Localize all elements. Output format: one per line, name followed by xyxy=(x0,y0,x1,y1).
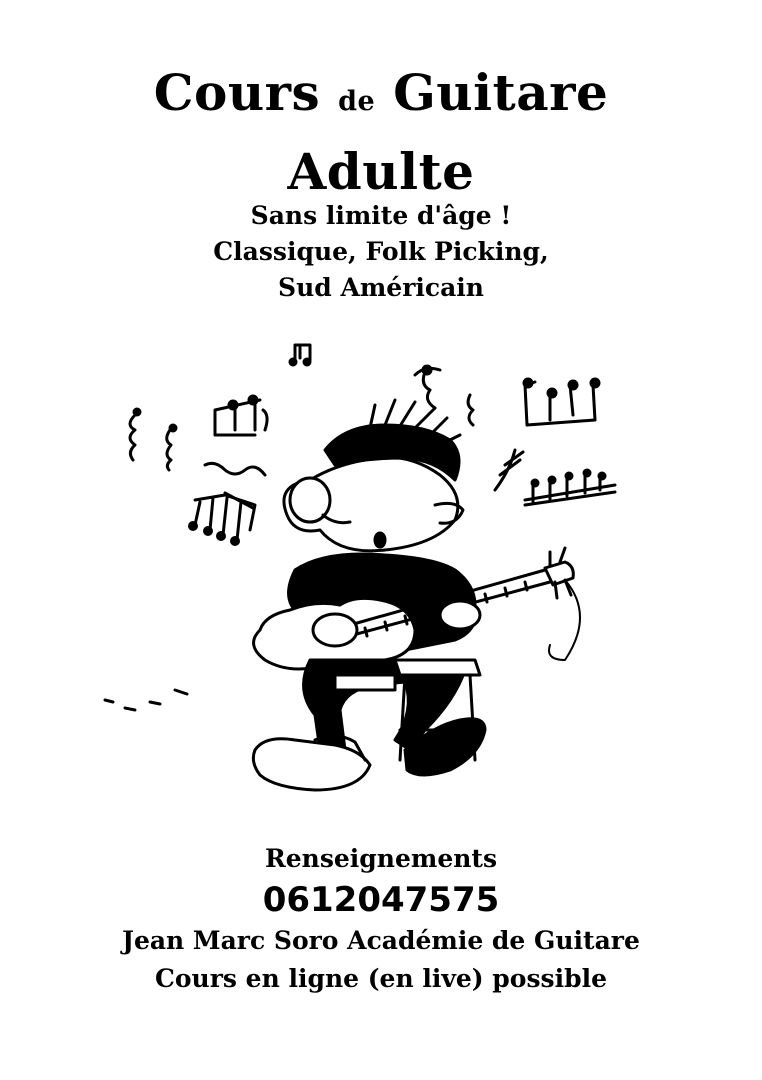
music-note-icon xyxy=(495,450,523,490)
subtitle-line-1: Sans limite d'âge ! xyxy=(250,201,512,230)
academy-name: Jean Marc Soro Académie de Guitare xyxy=(122,926,640,955)
music-note-icon xyxy=(130,409,140,460)
subtitle-line-3: Sud Américain xyxy=(278,273,484,302)
online-lessons-note: Cours en ligne (en live) possible xyxy=(154,964,607,993)
subtitle-line-2: Classique, Folk Picking, xyxy=(213,237,549,266)
dash-marks xyxy=(105,690,187,710)
title-line-2: Adulte xyxy=(287,142,475,201)
music-note-icon xyxy=(415,366,440,408)
character-hand xyxy=(313,614,357,646)
title-word-de: de xyxy=(338,86,376,117)
poster-subtitle xyxy=(0,198,762,306)
music-note-icon xyxy=(290,345,310,365)
character-shoe xyxy=(253,735,370,790)
phone-number: 0612047575 xyxy=(262,880,500,920)
music-note-icon xyxy=(167,425,176,470)
contact-info xyxy=(0,840,762,998)
music-note-icon xyxy=(524,379,599,425)
title-word-guitare: Guitare xyxy=(393,63,609,122)
contact-heading: Renseignements xyxy=(264,844,498,873)
character-hand xyxy=(440,601,480,629)
music-note-icon xyxy=(525,470,615,505)
squiggle xyxy=(205,463,265,475)
title-line-1 xyxy=(0,58,762,137)
music-note-icon xyxy=(190,493,256,545)
music-note-icon xyxy=(215,396,267,435)
title-word-cours: Cours xyxy=(153,63,321,122)
character-head xyxy=(284,400,463,551)
squiggle xyxy=(468,395,473,425)
poster-title xyxy=(0,58,762,207)
guitarist-illustration xyxy=(95,330,670,810)
